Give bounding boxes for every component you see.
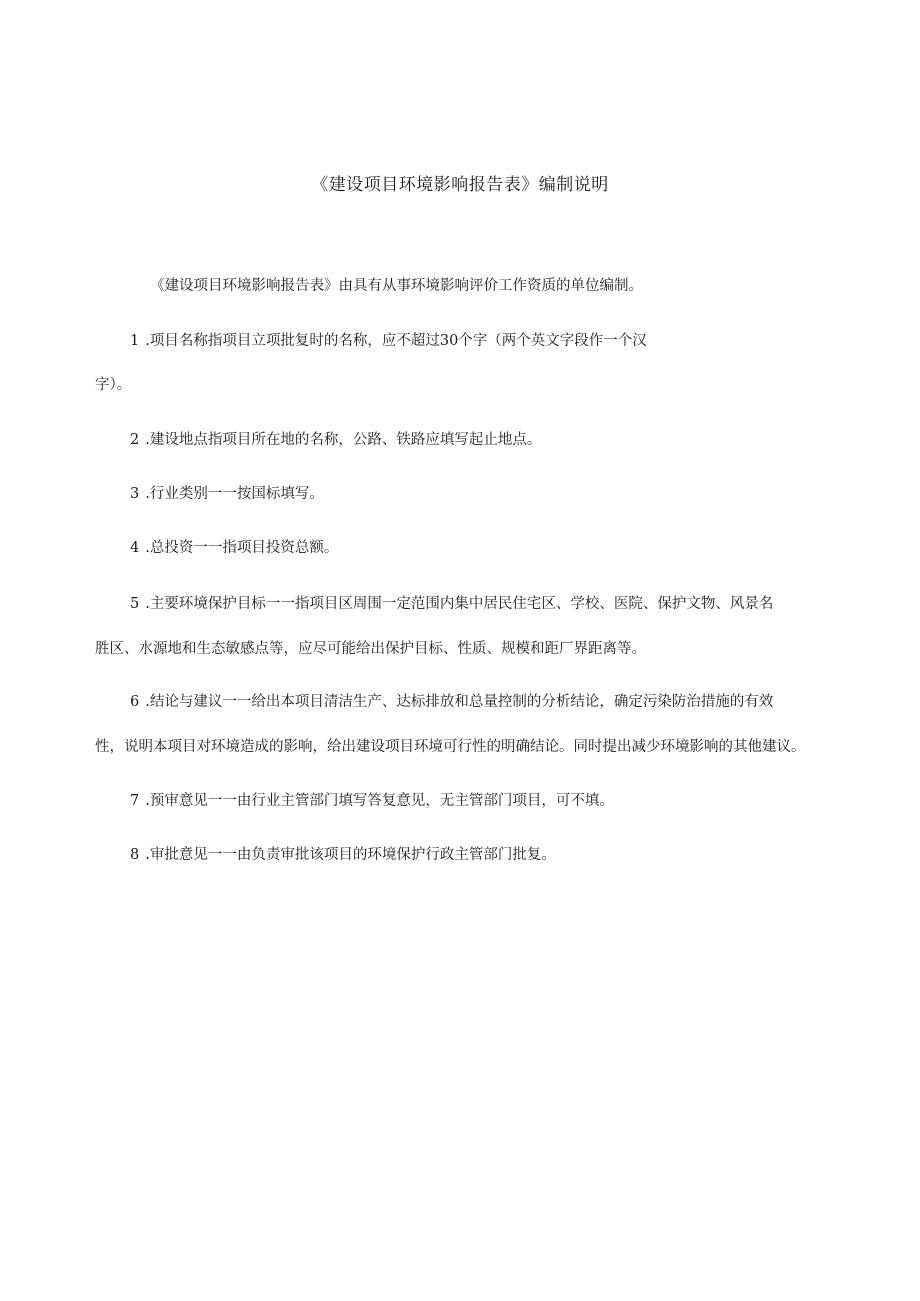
item-3 bbox=[130, 484, 324, 504]
item-number: 8 bbox=[130, 847, 140, 863]
item-text: .主要环境保护目标一一指项目区周围一定范围内集中居民住宅区、学校、医院、保护文物、风景名 bbox=[145, 596, 774, 612]
item-text: .总投资一一指项目投资总额。 bbox=[145, 540, 339, 556]
item-text: .预审意见一一由行业主管部门填写答复意见，无主管部门项目，可不填。 bbox=[145, 793, 614, 809]
item-6-continuation: 性，说明本项目对环境造成的影响，给出建设项目环境可行性的明确结论。同时提出减少环境影响的其他建议。 bbox=[95, 739, 806, 755]
item-number: 1 bbox=[130, 333, 140, 349]
item-4 bbox=[130, 538, 338, 558]
item-1 bbox=[130, 331, 647, 351]
item-7 bbox=[130, 791, 614, 811]
intro-paragraph: 《建设项目环境影响报告表》由具有从事环境影响评价工作资质的单位编制。 bbox=[150, 278, 643, 294]
item-number: 6 bbox=[130, 694, 140, 710]
item-8 bbox=[130, 845, 556, 865]
item-number: 4 bbox=[130, 540, 140, 556]
item-text: .结论与建议一一给出本项目清洁生产、达标排放和总量控制的分析结论，确定污染防治措施的有效 bbox=[145, 694, 774, 710]
item-text: .建设地点指项目所在地的名称，公路、铁路应填写起止地点。 bbox=[145, 432, 542, 448]
item-6 bbox=[130, 692, 773, 712]
document-title: 《建设项目环境影响报告表》编制说明 bbox=[311, 175, 609, 195]
item-1-continuation: 字）。 bbox=[95, 377, 132, 393]
item-text: .行业类别一一按国标填写。 bbox=[145, 486, 324, 502]
item-2 bbox=[130, 430, 541, 450]
item-number: 3 bbox=[130, 486, 140, 502]
item-number: 5 bbox=[130, 596, 140, 612]
item-number: 7 bbox=[130, 793, 140, 809]
item-number: 2 bbox=[130, 432, 140, 448]
item-text: .审批意见一一由负责审批该项目的环境保护行政主管部门批复。 bbox=[145, 847, 556, 863]
item-5 bbox=[130, 594, 773, 614]
item-5-continuation: 胜区、水源地和生态敏感点等，应尽可能给出保护目标、性质、规模和距厂界距离等。 bbox=[95, 641, 646, 657]
item-text: .项目名称指项目立项批复时的名称，应不超过30个字（两个英文字段作一个汉 bbox=[145, 333, 647, 349]
